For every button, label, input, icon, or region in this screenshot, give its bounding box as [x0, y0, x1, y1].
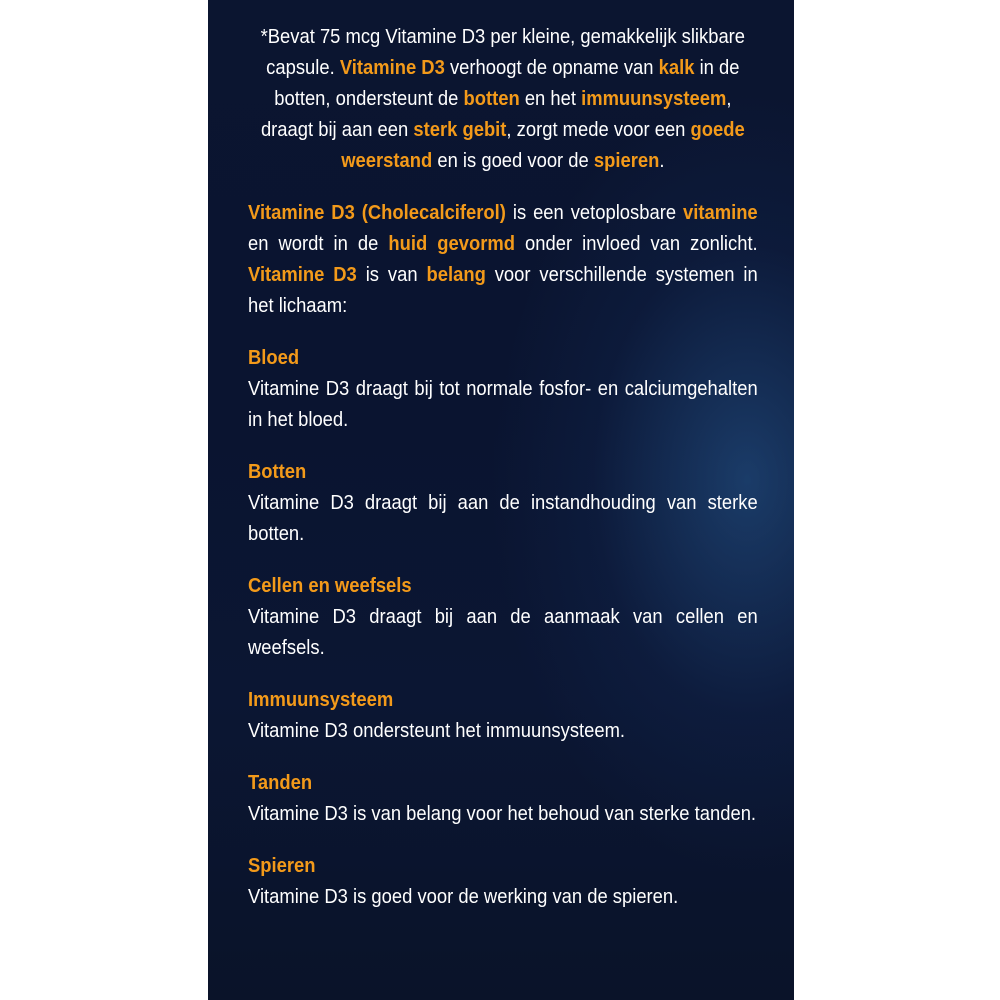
desc-text-3: onder invloed van zonlicht.	[514, 233, 758, 255]
section-text: Vitamine D3 ondersteunt het immuunsysteem.	[248, 720, 626, 742]
intro-text-5: , draagt bij aan een	[260, 88, 732, 141]
section-text: Vitamine D3 draagt bij aan de aanmaak van cellen en weefsels.	[248, 606, 758, 659]
intro-highlight-goede-weerstand: goede weerstand	[341, 119, 745, 172]
intro-text-3: in de botten, ondersteunt de	[274, 57, 740, 110]
desc-highlight-belang: belang	[426, 264, 486, 286]
intro-text-1: *Bevat 75 mcg Vitamine D3 per kleine, gemakkelijk slikbare capsule.	[260, 26, 746, 79]
intro-text-6: , zorgt mede voor een	[506, 119, 691, 141]
intro-highlight-botten: botten	[463, 88, 520, 110]
desc-highlight-vitamine-d3: Vitamine D3	[248, 264, 357, 286]
product-info-panel	[208, 0, 794, 1000]
section-tanden	[248, 768, 758, 830]
section-text: Vitamine D3 draagt bij aan de instandhouding van sterke botten.	[248, 492, 758, 545]
intro-text-7: en is goed voor de	[432, 150, 594, 172]
description-paragraph	[248, 198, 758, 322]
desc-text-5: voor verschillende systemen in het lichaam:	[248, 264, 758, 317]
product-info-content	[248, 22, 758, 934]
intro-text-4: en het	[519, 88, 582, 110]
intro-highlight-sterk-gebit: sterk gebit	[413, 119, 507, 141]
section-title: Tanden	[248, 772, 313, 794]
desc-text-1: is een vetoplosbare	[505, 202, 684, 224]
desc-highlight-cholecalciferol: Vitamine D3 (Cholecalciferol)	[248, 202, 506, 224]
section-text: Vitamine D3 draagt bij tot normale fosfor- en calciumgehalten in het bloed.	[248, 378, 758, 431]
intro-highlight-vitamine-d3: Vitamine D3	[339, 57, 445, 79]
desc-highlight-huid-gevormd: huid gevormd	[388, 233, 515, 255]
section-title: Immuunsysteem	[248, 689, 394, 711]
section-title: Spieren	[248, 855, 316, 877]
section-bloed	[248, 343, 758, 436]
intro-paragraph	[248, 22, 758, 177]
intro-highlight-immuunsysteem: immuunsysteem	[581, 88, 727, 110]
intro-text-8: .	[659, 150, 665, 172]
section-cellen-en-weefsels	[248, 571, 758, 664]
desc-text-4: is van	[356, 264, 427, 286]
section-botten	[248, 457, 758, 550]
section-text: Vitamine D3 is goed voor de werking van de spieren.	[248, 886, 679, 908]
section-text: Vitamine D3 is van belang voor het behoud van sterke tanden.	[248, 803, 757, 825]
section-title: Bloed	[248, 347, 300, 369]
intro-text-2: verhoogt de opname van	[444, 57, 659, 79]
intro-highlight-kalk: kalk	[658, 57, 695, 79]
desc-highlight-vitamine: vitamine	[683, 202, 758, 224]
desc-text-2: en wordt in de	[248, 233, 389, 255]
intro-highlight-spieren: spieren	[593, 150, 660, 172]
section-spieren	[248, 851, 758, 913]
section-immuunsysteem	[248, 685, 758, 747]
section-title: Botten	[248, 461, 307, 483]
section-title: Cellen en weefsels	[248, 575, 412, 597]
